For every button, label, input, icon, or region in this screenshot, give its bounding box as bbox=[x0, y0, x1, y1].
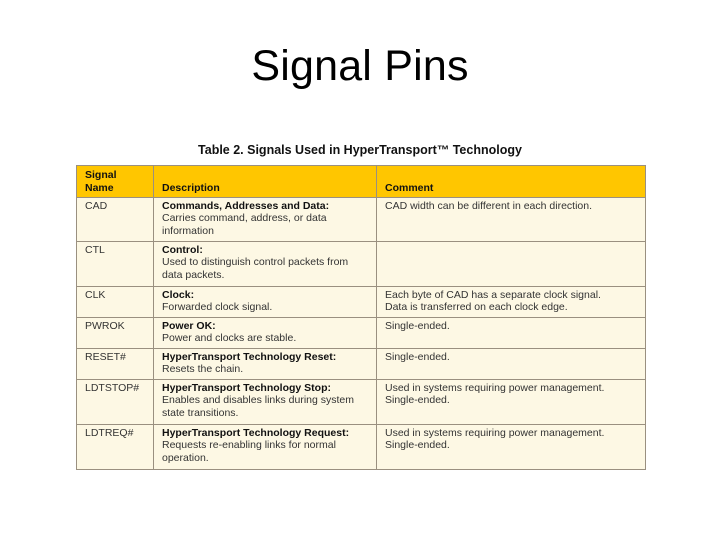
comment-line: Used in systems requiring power management. bbox=[385, 381, 605, 394]
description-title: HyperTransport Technology Request: bbox=[162, 426, 350, 439]
description-body: Power and clocks are stable. bbox=[162, 332, 297, 345]
comment-line: Data is transferred on each clock edge. bbox=[385, 301, 568, 314]
table-row bbox=[77, 348, 646, 379]
description-title: Power OK: bbox=[162, 319, 216, 332]
description-body: Requests re-enabling links for normal operation. bbox=[162, 439, 336, 465]
signal-cell: RESET# bbox=[77, 348, 154, 379]
comment-cell bbox=[377, 286, 646, 317]
slide-title: Signal Pins bbox=[251, 42, 469, 90]
table-row bbox=[77, 197, 646, 241]
comment-cell bbox=[377, 241, 646, 286]
description-cell bbox=[154, 241, 377, 286]
header-comment: Comment bbox=[377, 166, 646, 198]
description-cell bbox=[154, 348, 377, 379]
description-cell bbox=[154, 317, 377, 348]
comment-line: Single-ended. bbox=[385, 394, 450, 407]
signal-cell: LDTREQ# bbox=[77, 424, 154, 469]
header-signal-line2: Name bbox=[85, 181, 114, 194]
table-row bbox=[77, 241, 646, 286]
comment-line: Used in systems requiring power management. bbox=[385, 426, 605, 439]
description-cell bbox=[154, 424, 377, 469]
comment-line: Each byte of CAD has a separate clock signal. bbox=[385, 288, 601, 301]
header-signal-line1: Signal bbox=[85, 169, 117, 181]
description-body: Carries command, address, or data information bbox=[162, 212, 327, 238]
description-body: Enables and disables links during system state transitions. bbox=[162, 394, 355, 420]
description-title: HyperTransport Technology Reset: bbox=[162, 350, 337, 363]
signal-cell: CAD bbox=[77, 197, 154, 241]
comment-cell bbox=[377, 379, 646, 424]
signal-cell: CTL bbox=[77, 241, 154, 286]
description-cell bbox=[154, 379, 377, 424]
description-cell bbox=[154, 286, 377, 317]
comment-line: CAD width can be different in each direction. bbox=[385, 199, 593, 212]
description-title: HyperTransport Technology Stop: bbox=[162, 381, 331, 394]
description-cell bbox=[154, 197, 377, 241]
description-body: Resets the chain. bbox=[162, 363, 244, 376]
comment-line: Single-ended. bbox=[385, 439, 450, 452]
comment-cell bbox=[377, 197, 646, 241]
header-description: Description bbox=[154, 166, 377, 198]
comment-cell bbox=[377, 317, 646, 348]
signals-table bbox=[76, 165, 646, 470]
description-title: Control: bbox=[162, 243, 203, 256]
table-row bbox=[77, 424, 646, 469]
comment-line: Single-ended. bbox=[385, 350, 450, 363]
signal-cell: CLK bbox=[77, 286, 154, 317]
table-row bbox=[77, 379, 646, 424]
signal-cell: LDTSTOP# bbox=[77, 379, 154, 424]
table-caption: Table 2. Signals Used in HyperTransport™ Technology bbox=[198, 143, 522, 157]
signal-cell: PWROK bbox=[77, 317, 154, 348]
description-body: Forwarded clock signal. bbox=[162, 301, 273, 314]
comment-line: Single-ended. bbox=[385, 319, 450, 332]
comment-cell bbox=[377, 424, 646, 469]
table-row bbox=[77, 286, 646, 317]
comment-cell bbox=[377, 348, 646, 379]
table-row bbox=[77, 317, 646, 348]
table-header-row bbox=[77, 166, 646, 198]
description-title: Commands, Addresses and Data: bbox=[162, 199, 330, 212]
description-body: Used to distinguish control packets from data packets. bbox=[162, 256, 349, 282]
header-signal-name bbox=[77, 166, 154, 198]
description-title: Clock: bbox=[162, 288, 195, 301]
